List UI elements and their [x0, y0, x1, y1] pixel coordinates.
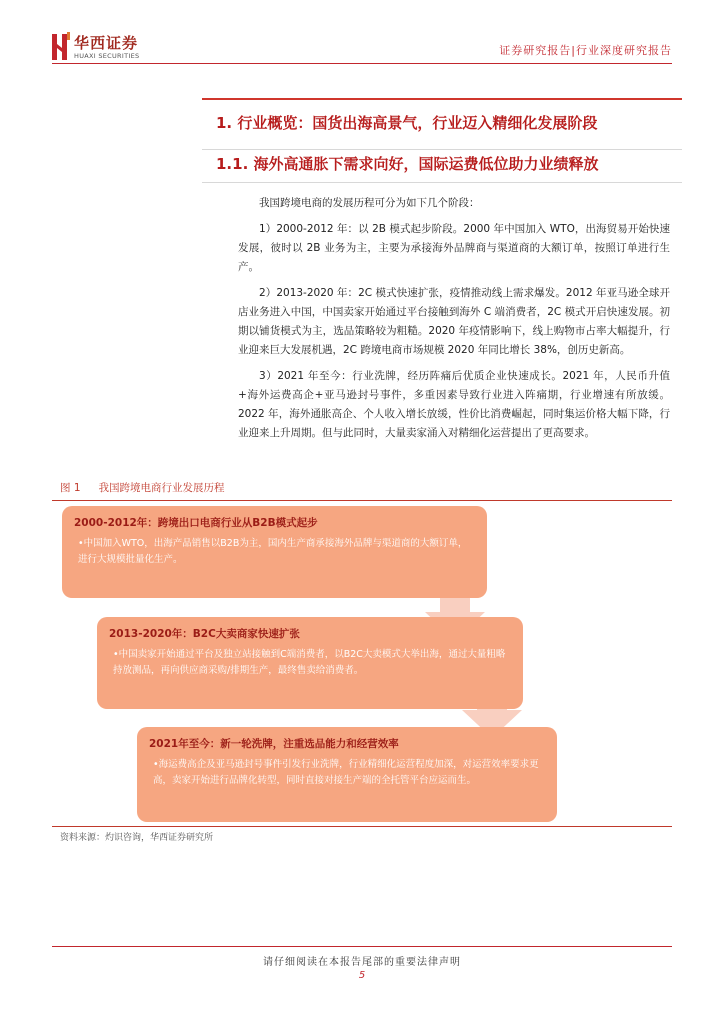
stage-text: •中国加入WTO，出海产品销售以B2B为主，国内生产商承接海外品牌与渠道商的大额订单，进行大规模批量化生产。 [78, 538, 468, 565]
company-logo [52, 30, 152, 64]
legal-notice: 请仔细阅读在本报告尾部的重要法律声明 [263, 957, 461, 968]
logo-english: HUAXI SECURITIES [74, 52, 140, 60]
paragraph-3: 3）2021 年至今：行业洗牌，经历阵痛后优质企业快速成长。2021 年，人民币升值+海外运费高企+亚马逊封号事件，多重因素导致行业进入阵痛期，行业增速有所放缓。2022 年，海外通胀高企、个人收入增长放缓，性价比消费崛起，同时集运价格大幅下降，行业迎来上升周期。但与此同时，大量卖家涌入对精细化运营提出了更高要求。 [238, 370, 670, 439]
subsection-title: 1.1. 海外高通胀下需求向好，国际运费低位助力业绩释放 [216, 155, 599, 173]
body-text [238, 194, 670, 450]
figure-rule-bottom [52, 826, 672, 827]
intro-paragraph: 我国跨境电商的发展历程可分为如下几个阶段： [259, 197, 480, 209]
report-type: 证券研究报告|行业深度研究报告 [499, 44, 672, 57]
stage-box-2 [97, 617, 523, 709]
stage-text: •中国卖家开始通过平台及独立站接触到C端消费者，以B2C大卖模式大举出海，通过大量粗略持放测品，再向供应商采购/排期生产，最终售卖给消费者。 [113, 649, 506, 676]
header-divider [52, 63, 672, 64]
figure-caption [60, 480, 225, 495]
footer-divider [52, 946, 672, 947]
figure-title: 我国跨境电商行业发展历程 [98, 482, 225, 494]
section-title: 1. 行业概览：国货出海高景气，行业迈入精细化发展阶段 [216, 114, 598, 132]
section-heading [202, 98, 682, 150]
stage-text: •海运费高企及亚马逊封号事件引发行业洗牌，行业精细化运营程度加深，对运营效率要求更高，卖家开始进行品牌化转型，同时直接对接生产端的全托管平台应运而生。 [153, 759, 539, 786]
huaxi-logo-icon [52, 32, 70, 62]
figure-source: 资料来源：灼识咨询，华西证券研究所 [60, 833, 214, 843]
stage-title: 2000-2012年：跨境出口电商行业从B2B模式起步 [74, 517, 318, 529]
stage-title: 2013-2020年：B2C大卖商家快速扩张 [109, 628, 300, 640]
heading-bar [202, 98, 682, 100]
page-number: 5 [358, 970, 366, 981]
paragraph-1: 1）2000-2012 年：以 2B 模式起步阶段。2000 年中国加入 WTO，出海贸易开始快速发展，彼时以 2B 业务为主，主要为承接海外品牌商与渠道商的大额订单，按照订单进行生产。 [238, 223, 670, 273]
figure-rule-top [52, 500, 672, 501]
stage-box-3 [137, 727, 557, 822]
heading-rule [202, 149, 682, 150]
subsection-rule [202, 182, 682, 183]
logo-chinese: 华西证券 [74, 34, 139, 52]
paragraph-2: 2）2013-2020 年：2C 模式快速扩张，疫情推动线上需求爆发。2012 年亚马逊全球开店业务进入中国，中国卖家开始通过平台接触到海外 C 端消费者，2C 模式开启快速发展。初期以铺货模式为主，选品策略较为粗糙。2020 年疫情影响下，线上购物市占率大幅提升，行业迎来巨大发展机遇，2C 跨境电商市场规模 2020 年同比增长 38%，创历史新高。 [238, 287, 670, 356]
figure-number: 图 1 [60, 482, 81, 494]
stage-box-1 [62, 506, 487, 598]
stage-title: 2021年至今：新一轮洗牌，注重选品能力和经营效率 [149, 738, 399, 750]
